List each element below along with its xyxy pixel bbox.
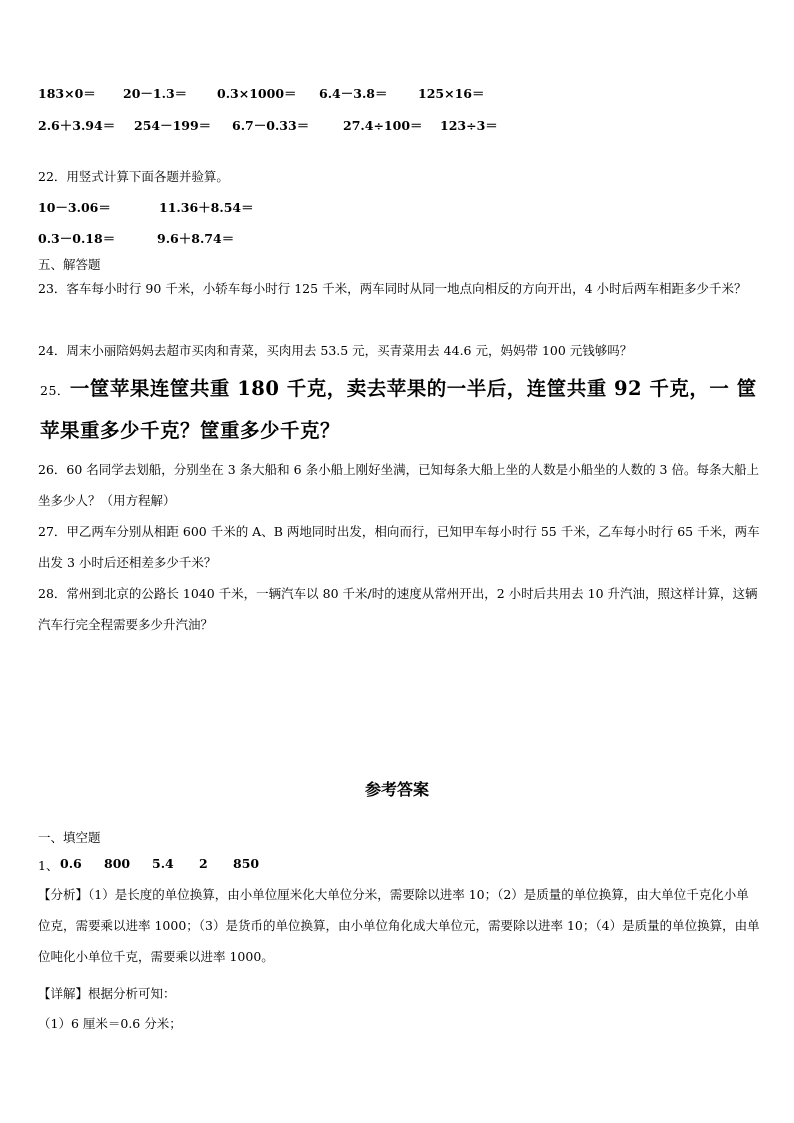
detail-tag: 【详解】 xyxy=(38,986,89,1001)
question-26: 26．60 名同学去划船，分别坐在 3 条大船和 6 条小船上刚好坐满，已知每条大船上坐的人数是小船坐的人数的 3 倍。每条大船上坐多少人？（用方程解） xyxy=(38,462,759,508)
q22-item: 10－3.06＝ xyxy=(38,200,111,215)
q22-item: 0.3－0.18＝ xyxy=(38,231,116,246)
answer-1-label: 1、 xyxy=(38,858,59,873)
analysis-tag: 【分析】 xyxy=(38,887,89,902)
detail-text: 根据分析可知： xyxy=(88,986,176,1001)
question-25-number: 25． xyxy=(40,383,70,398)
oral-calc-item: 20－1.3＝ xyxy=(123,86,188,101)
detail-line xyxy=(38,984,176,1002)
oral-calc-item: 183×0＝ xyxy=(38,86,96,101)
oral-calc-item: 6.7－0.33＝ xyxy=(232,118,310,133)
q22-item: 9.6＋8.74＝ xyxy=(157,231,235,246)
answer-1-value: 800 xyxy=(104,856,131,871)
detail-step-1: （1）6 厘米＝0.6 分米； xyxy=(38,1016,182,1031)
oral-calc-item: 6.4－3.8＝ xyxy=(319,86,388,101)
question-23: 23．客车每小时行 90 千米，小轿车每小时行 125 千米，两车同时从同一地点向相反的方向开出，4 小时后两车相距多少千米？ xyxy=(38,281,747,296)
answer-1-value: 5.4 xyxy=(152,856,174,871)
oral-calc-item: 254－199＝ xyxy=(134,118,212,133)
q22-item: 11.36＋8.54＝ xyxy=(159,200,254,215)
oral-calc-item: 0.3×1000＝ xyxy=(217,86,297,101)
question-24: 24．周末小丽陪妈妈去超市买肉和青菜，买肉用去 53.5 元，买青菜用去 44.6 元，妈妈带 100 元钱够吗？ xyxy=(38,343,633,358)
answers-section-heading: 一、填空题 xyxy=(38,830,101,845)
oral-calc-item: 2.6＋3.94＝ xyxy=(38,118,116,133)
answer-1-value: 850 xyxy=(233,856,260,871)
answers-title: 参考答案 xyxy=(364,780,429,799)
analysis-text: （1）是长度的单位换算，由小单位厘米化大单位分米，需要除以进率 10；（2）是质量的单位换算，由大单位千克化小单位克，需要乘以进率 1000；（3）是货币的单位换算，由小单位角化成大单位元，需要除以进率 10；（4）是质量的单位换算，由单位吨化小单位千克，需要乘以进率 1000。 xyxy=(38,887,760,964)
oral-calc-item: 123÷3＝ xyxy=(440,118,498,133)
question-25 xyxy=(40,369,760,451)
q22-title: 22．用竖式计算下面各题并验算。 xyxy=(38,169,229,184)
question-27: 27．甲乙两车分别从相距 600 千米的 A、B 两地同时出发，相向而行，已知甲车每小时行 55 千米，乙车每小时行 65 千米，两车出发 3 小时后还相差多少千米？ xyxy=(38,524,760,570)
question-25-text: 一筐苹果连筐共重 180 千克，卖去苹果的一半后，连筐共重 92 千克，一 筐苹果重多少千克？筐重多少千克？ xyxy=(40,377,757,442)
oral-calc-item: 27.4÷100＝ xyxy=(343,118,423,133)
question-28: 28．常州到北京的公路长 1040 千米，一辆汽车以 80 千米/时的速度从常州开出，2 小时后共用去 10 升汽油，照这样计算，这辆汽车行完全程需要多少升汽油？ xyxy=(38,586,758,632)
oral-calc-item: 125×16＝ xyxy=(418,86,485,101)
analysis-paragraph xyxy=(38,879,760,972)
answer-1-value: 2 xyxy=(199,856,208,871)
section-heading: 五、解答题 xyxy=(38,257,101,272)
answer-1-value: 0.6 xyxy=(60,856,82,871)
